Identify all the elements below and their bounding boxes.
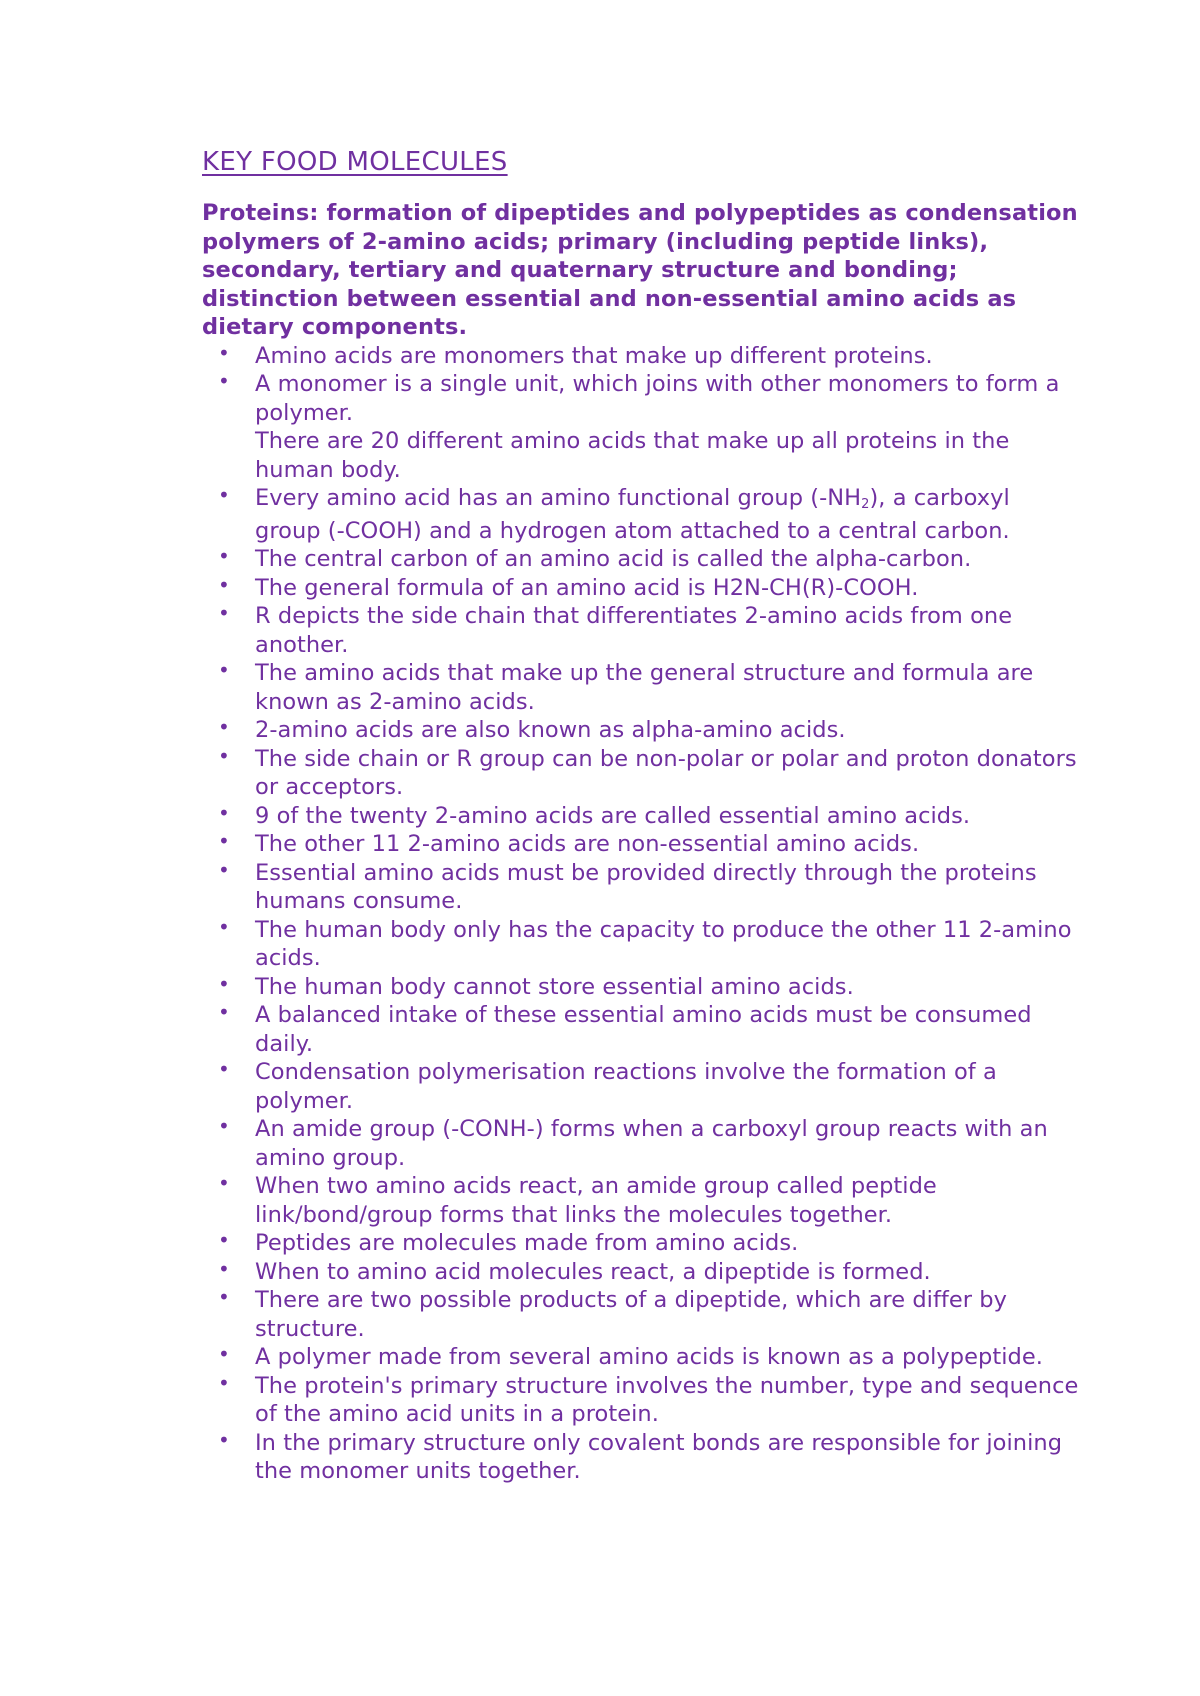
- list-item-text: When to amino acid molecules react, a dipeptide is formed.: [255, 1258, 931, 1285]
- list-item-text: The general formula of an amino acid is H2N-CH(R)-COOH.: [255, 574, 919, 601]
- list-item: [202, 342, 1082, 371]
- bullet-icon: •: [218, 340, 230, 365]
- list-item-text: The human body cannot store essential amino acids.: [255, 973, 854, 1000]
- list-item: [202, 1343, 1082, 1372]
- list-item: [202, 1286, 1082, 1343]
- list-item-text-part: Every amino acid has an amino functional group (-NH: [255, 485, 862, 511]
- document-page: [202, 147, 1082, 1486]
- bullet-icon: •: [218, 572, 230, 597]
- list-item-text: R depicts the side chain that differentiates 2-amino acids from one another.: [255, 603, 1013, 658]
- list-item: [202, 370, 1082, 484]
- list-item-text: 9 of the twenty 2-amino acids are called essential amino acids.: [255, 802, 971, 829]
- list-item: [202, 1258, 1082, 1287]
- list-item: [202, 1172, 1082, 1229]
- list-item: [202, 1372, 1082, 1429]
- bullet-icon: •: [218, 857, 230, 882]
- list-item: [202, 716, 1082, 745]
- bullet-icon: •: [218, 1285, 230, 1309]
- list-item-text: The central carbon of an amino acid is called the alpha-carbon.: [255, 546, 972, 572]
- list-item: [202, 859, 1082, 916]
- list-item: [202, 745, 1082, 802]
- list-item: [202, 484, 1082, 545]
- section-intro: Proteins: formation of dipeptides and polypeptides as condensation polymers of 2-amino acids; primary (including peptide links), secondary, tertiary and quaternary structure and bonding; distinction between essential and non-essential amino acids as dietary components.: [202, 200, 1078, 340]
- bullet-icon: •: [218, 369, 230, 393]
- list-item-text: The protein's primary structure involves the number, type and sequence of the amino acid units in a protein.: [255, 1372, 1079, 1427]
- list-item-text: The human body only has the capacity to produce the other 11 2-amino acids.: [255, 916, 1072, 971]
- list-item: [202, 916, 1082, 973]
- bullet-icon: •: [218, 1228, 230, 1252]
- bullet-icon: •: [218, 914, 230, 939]
- bullet-list: [202, 342, 1082, 1486]
- list-item-continuation: There are 20 different amino acids that make up all proteins in the human body.: [255, 428, 1010, 483]
- bullet-icon: •: [218, 483, 230, 507]
- bullet-icon: •: [218, 601, 230, 625]
- list-item-text: When two amino acids react, an amide group called peptide link/bond/group forms that links the molecules together.: [255, 1173, 937, 1228]
- list-item-text-part: ), a carboxyl group (-COOH) and a hydrogen atom attached to a central carbon.: [255, 485, 1010, 544]
- list-item-text: 2-amino acids are also known as alpha-amino acids.: [255, 717, 846, 743]
- bullet-icon: •: [218, 971, 230, 996]
- list-item-text: In the primary structure only covalent bonds are responsible for joining the monomer units together.: [255, 1429, 1063, 1484]
- bullet-icon: •: [218, 1370, 230, 1395]
- bullet-icon: •: [218, 1000, 230, 1024]
- bullet-icon: •: [218, 1342, 230, 1366]
- list-item-text: Amino acids are monomers that make up different proteins.: [255, 342, 933, 369]
- list-item: [202, 1429, 1082, 1486]
- bullet-icon: •: [218, 743, 230, 768]
- list-item: [202, 1229, 1082, 1258]
- list-item-text: A balanced intake of these essential amino acids must be consumed daily.: [255, 1002, 1032, 1057]
- list-item-text: The other 11 2-amino acids are non-essential amino acids.: [255, 831, 920, 857]
- list-item-text: The side chain or R group can be non-polar or polar and proton donators or acceptors.: [255, 745, 1077, 800]
- list-item: [202, 1115, 1082, 1172]
- list-item: [202, 973, 1082, 1002]
- bullet-icon: •: [218, 1114, 230, 1138]
- bullet-icon: •: [218, 800, 230, 825]
- list-item: [202, 659, 1082, 716]
- list-item-text: A monomer is a single unit, which joins with other monomers to form a polymer.: [255, 371, 1060, 426]
- list-item-text: A polymer made from several amino acids is known as a polypeptide.: [255, 1344, 1043, 1370]
- list-item: [202, 802, 1082, 831]
- list-item: [202, 1058, 1082, 1115]
- document-title: KEY FOOD MOLECULES: [202, 147, 508, 177]
- list-item-text: [255, 484, 1082, 545]
- list-item: [202, 830, 1082, 859]
- bullet-icon: •: [218, 1427, 230, 1452]
- list-item: [202, 545, 1082, 574]
- list-item-text: Peptides are molecules made from amino acids.: [255, 1230, 799, 1256]
- list-item-text: The amino acids that make up the general structure and formula are known as 2-amino acids.: [255, 660, 1034, 715]
- bullet-icon: •: [218, 1057, 230, 1081]
- bullet-icon: •: [218, 1171, 230, 1195]
- list-item-text: There are two possible products of a dipeptide, which are differ by structure.: [255, 1287, 1007, 1342]
- bullet-icon: •: [218, 715, 230, 739]
- bullet-icon: •: [218, 544, 230, 568]
- list-item-text: An amide group (-CONH-) forms when a carboxyl group reacts with an amino group.: [255, 1116, 1048, 1171]
- list-item: [202, 574, 1082, 603]
- subscript: 2: [861, 497, 870, 512]
- list-item-text: Essential amino acids must be provided directly through the proteins humans consume.: [255, 859, 1037, 914]
- bullet-icon: •: [218, 1256, 230, 1281]
- list-item-text: Condensation polymerisation reactions involve the formation of a polymer.: [255, 1059, 997, 1114]
- list-item: [202, 602, 1082, 659]
- bullet-icon: •: [218, 829, 230, 853]
- bullet-icon: •: [218, 658, 230, 682]
- list-item: [202, 1001, 1082, 1058]
